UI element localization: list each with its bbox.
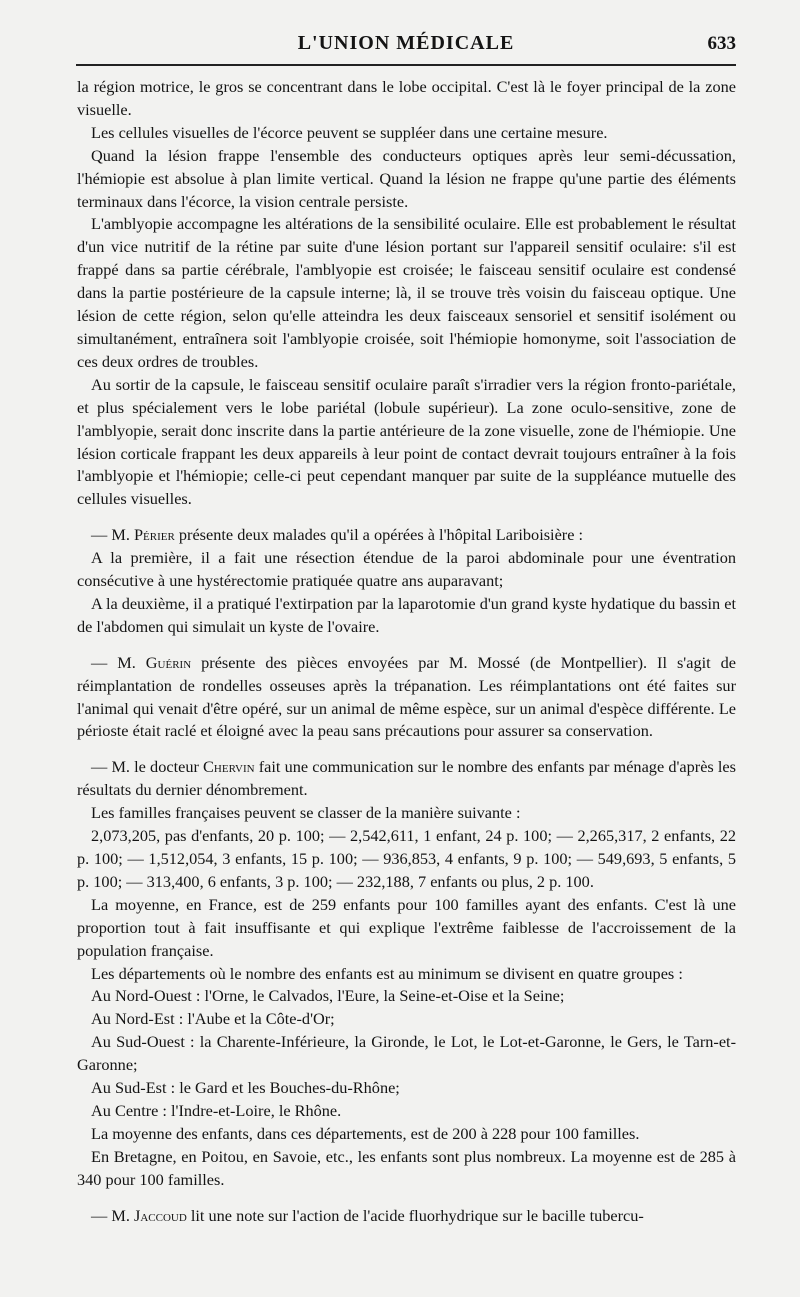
- paragraph: Au sortir de la capsule, le faisceau sensitif oculaire paraît s'irradier vers la région fronto-pariétale, et plus spécialement vers le lobe pariétal (lobule supérieur). La zone oculo-sensitive, zone de l'amblyopie, serait donc inscrite dans la partie antérieure de la zone visuelle, zone de l'hémiopie. Une lésion corticale frappant les deux appareils à leur point de contact devrait toujours entraîner à la fois l'amblyopie et l'hémiopie; celle-ci peut cependant manquer par suite de la suppléance mutuelle des cellules visuelles.: [77, 374, 736, 509]
- paragraph: La moyenne, en France, est de 259 enfants pour 100 familles ayant des enfants. C'est là une proportion tout à fait insuffisante et qui explique l'extrême faiblesse de l'accroissement de la population française.: [77, 894, 736, 960]
- speaker-name: Guérin: [145, 652, 192, 672]
- communication-text: lit une note sur l'action de l'acide fluorhydrique sur le bacille tubercu-: [186, 1205, 644, 1225]
- paragraph: L'amblyopie accompagne les altérations de la sensibilité oculaire. Elle est probablement le résultat d'un vice nutritif de la rétine par suite d'une lésion portant sur l'appareil sensitif oculaire: s'il est frappé dans sa partie cérébrale, l'amblyopie est croisée; le faisceau sensitif oculaire est condensé dans la partie postérieure de la capsule interne; là, il se trouve très voisin du faisceau optique. Une lésion de cette région, selon qu'elle atteindra les deux faisceaux sensoriel et sensitif isolément ou simultanément, entraînera soit l'amblyopie croisée, soit l'hémiopie homonyme, soit l'association de ces deux ordres de troubles.: [77, 214, 736, 371]
- speaker-name: Périer: [133, 525, 175, 545]
- dash-prefix: — M.: [91, 652, 146, 672]
- communication-text: présente deux malades qu'il a opérées à l'hôpital Lariboisière :: [174, 525, 584, 545]
- group-item: Au Sud-Est : le Gard et les Bouches-du-Rhône;: [91, 1078, 400, 1098]
- article-body: [77, 76, 736, 1228]
- communication-text: présente des pièces envoyées par M. Mossé (de Montpellier). Il s'agit de réimplantation de rondelles osseuses après la trépanation. Les réimplantations ont été faites sur l'animal qui venait d'être opéré, sur un animal de même espèce, sur un animal d'espèce différente. Le périoste était raclé et éloigné avec la peau sans précautions pour assurer sa conservation.: [77, 652, 736, 741]
- header-rule: [76, 64, 736, 66]
- communication-guerin: [77, 652, 736, 744]
- group-item: Au Nord-Ouest : l'Orne, le Calvados, l'Eure, la Seine-et-Oise et la Seine;: [91, 986, 565, 1006]
- running-header: [76, 26, 736, 66]
- dash-prefix: — M.: [91, 1205, 134, 1225]
- communication-chervin: [77, 756, 736, 802]
- dash-prefix: — M. le docteur: [91, 757, 204, 777]
- communication-perier: [77, 524, 736, 547]
- communication-text: fait une communication sur le nombre des enfants par ménage d'après les résultats du dernier dénombrement.: [77, 757, 736, 800]
- paragraph: A la première, il a fait une résection étendue de la paroi abdominale pour une éventration consécutive à une hystérectomie pratiquée quatre ans auparavant;: [77, 548, 736, 591]
- dash-prefix: — M.: [91, 525, 134, 545]
- paragraph: Les familles françaises peuvent se classer de la manière suivante :: [91, 803, 521, 823]
- speaker-name: Jaccoud: [133, 1205, 187, 1225]
- paragraph: La moyenne des enfants, dans ces départements, est de 200 à 228 pour 100 familles.: [91, 1123, 640, 1143]
- paragraph: 2,073,205, pas d'enfants, 20 p. 100; — 2,542,611, 1 enfant, 24 p. 100; — 2,265,317, 2 enfants, 22 p. 100; — 1,512,054, 3 enfants, 15 p. 100; — 936,853, 4 enfants, 9 p. 100; — 549,693, 5 enfants, 5 p. 100; — 313,400, 6 enfants, 3 p. 100; — 232,188, 7 enfants ou plus, 2 p. 100.: [77, 826, 736, 891]
- paragraph: la région motrice, le gros se concentrant dans le lobe occipital. C'est là le foyer principal de la zone visuelle.: [77, 77, 736, 119]
- speaker-name: Chervin: [203, 757, 255, 777]
- paragraph: Quand la lésion frappe l'ensemble des conducteurs optiques après leur semi-décussation, l'hémiopie est absolue à plan limite vertical. Quand la lésion ne frappe qu'une partie des éléments terminaux dans l'écorce, la vision centrale persiste.: [77, 145, 736, 211]
- group-item: Au Sud-Ouest : la Charente-Inférieure, la Gironde, le Lot, le Lot-et-Garonne, le Gers, le Tarn-et-Garonne;: [77, 1032, 736, 1075]
- communication-jaccoud: [77, 1205, 736, 1228]
- paragraph: Les cellules visuelles de l'écorce peuvent se suppléer dans une certaine mesure.: [91, 122, 608, 142]
- group-item: Au Centre : l'Indre-et-Loire, le Rhône.: [91, 1100, 342, 1120]
- paragraph: Les départements où le nombre des enfants est au minimum se divisent en quatre groupes :: [91, 963, 683, 983]
- paragraph: En Bretagne, en Poitou, en Savoie, etc., les enfants sont plus nombreux. La moyenne est de 285 à 340 pour 100 familles.: [77, 1146, 736, 1189]
- page-number: 633: [707, 33, 736, 54]
- journal-title: L'UNION MÉDICALE: [297, 32, 515, 54]
- paragraph: A la deuxième, il a pratiqué l'extirpation par la laparotomie d'un grand kyste hydatique du bassin et de l'abdomen qui simulait un kyste de l'ovaire.: [77, 593, 736, 636]
- group-item: Au Nord-Est : l'Aube et la Côte-d'Or;: [91, 1009, 335, 1029]
